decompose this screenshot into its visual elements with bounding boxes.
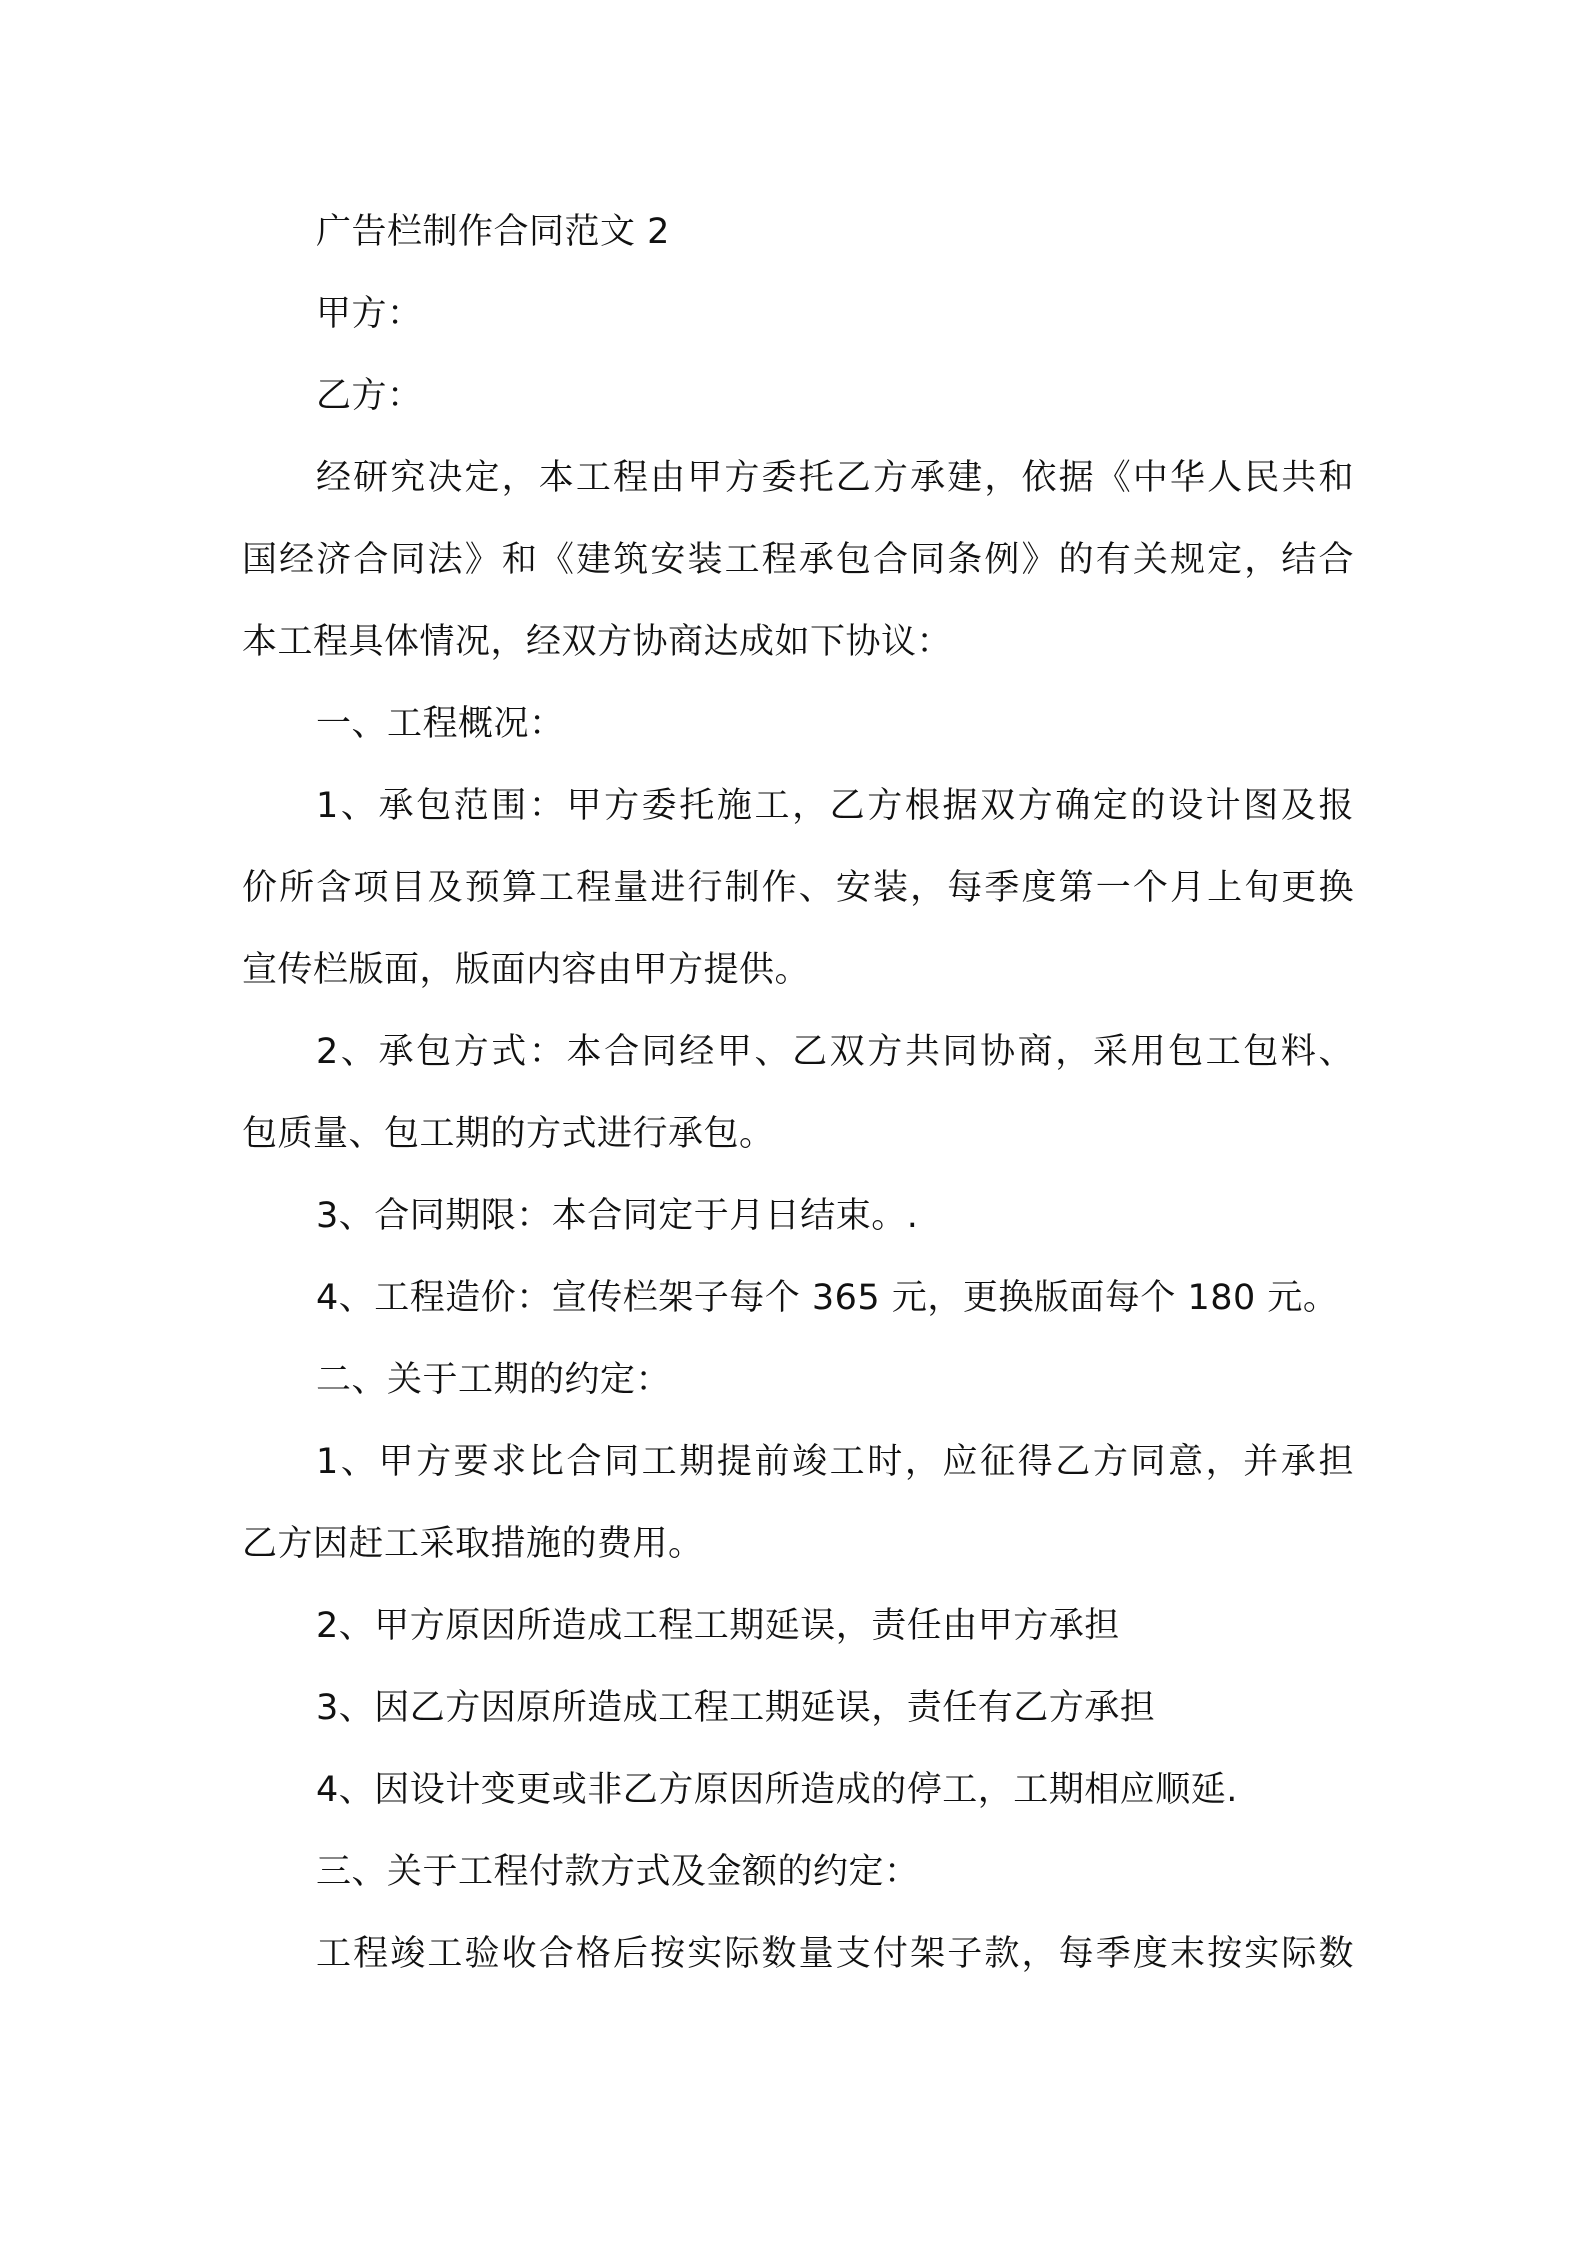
party-b-label: 乙方： <box>316 376 423 416</box>
section-1-item-4: 4、工程造价：宣传栏架子每个 365 元，更换版面每个 180 元。 <box>316 1278 1339 1318</box>
section-1-item-2-line: 2、承包方式：本合同经甲、乙双方共同协商，采用包工包料、 <box>316 1032 1354 1072</box>
intro-line: 经研究决定，本工程由甲方委托乙方承建，依据《中华人民共和 <box>316 458 1354 498</box>
party-a-label: 甲方： <box>316 294 423 334</box>
section-1-heading: 一、工程概况： <box>316 704 565 744</box>
section-3-body-line: 工程竣工验收合格后按实际数量支付架子款，每季度末按实际数 <box>316 1934 1354 1974</box>
section-2-heading: 二、关于工期的约定： <box>316 1360 672 1400</box>
section-2-item-2: 2、甲方原因所造成工程工期延误，责任由甲方承担 <box>316 1606 1120 1646</box>
section-1-item-2-line: 包质量、包工期的方式进行承包。 <box>242 1114 775 1154</box>
intro-line: 本工程具体情况，经双方协商达成如下协议： <box>242 622 953 662</box>
section-1-item-3: 3、合同期限：本合同定于月日结束。. <box>316 1196 919 1236</box>
section-1-item-1-line: 价所含项目及预算工程量进行制作、安装，每季度第一个月上旬更换 <box>242 868 1354 908</box>
section-1-item-1-line: 宣传栏版面，版面内容由甲方提供。 <box>242 950 811 990</box>
section-2-item-4: 4、因设计变更或非乙方原因所造成的停工，工期相应顺延. <box>316 1770 1238 1810</box>
intro-line: 国经济合同法》和《建筑安装工程承包合同条例》的有关规定，结合 <box>242 540 1354 580</box>
document-title: 广告栏制作合同范文 2 <box>316 212 670 252</box>
section-1-item-1-line: 1、承包范围：甲方委托施工，乙方根据双方确定的设计图及报 <box>316 786 1354 826</box>
section-2-item-3: 3、因乙方因原所造成工程工期延误，责任有乙方承担 <box>316 1688 1156 1728</box>
section-2-item-1-line: 乙方因赶工采取措施的费用。 <box>242 1524 704 1564</box>
section-2-item-1-line: 1、甲方要求比合同工期提前竣工时，应征得乙方同意，并承担 <box>316 1442 1354 1482</box>
section-3-heading: 三、关于工程付款方式及金额的约定： <box>316 1852 920 1892</box>
